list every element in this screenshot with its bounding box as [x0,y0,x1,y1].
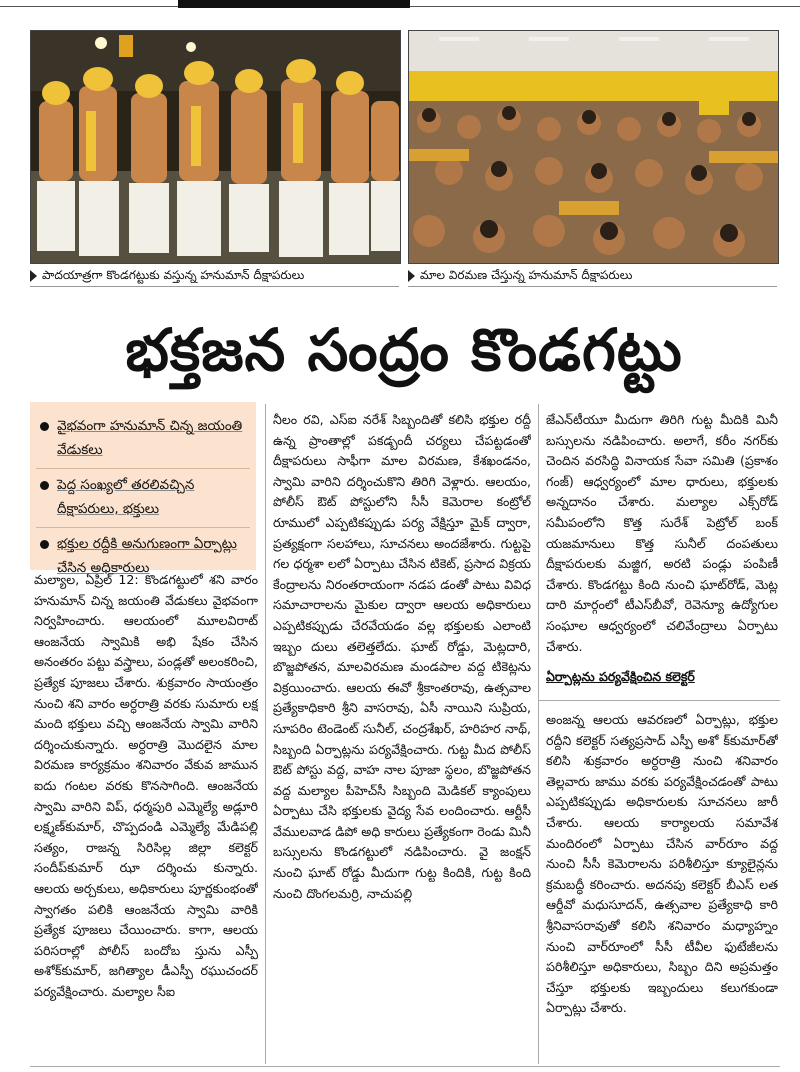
article-column-2: నీలం రవి, ఎస్ఐ నరేశ్ సిబ్బందితో కలిసి భక్తుల రద్దీ ఉన్న ప్రాంతాల్లో పకడ్బందీ చర్యలు చేపట్టడంతో దీక్షాపరులు సాఫీగా మాల విరమణ, కేశఖండనం, స్వామి వారిని దర్శించుకొని తిరిగి వెళ్లారు. ఆలయం, పోలీస్ ఔట్ పోస్టులోని సీసీ కెమెరాల కంట్రోల్ రూములో ఎప్పటికప్పుడు పర్య వేక్షిస్తూ మైక్ ద్వారా, ప్రత్యక్షంగా సలహాలు, సూచనలు అందజేశారు. గుట్టపై గల ధర్మశా లలో ఏర్పాటు చేసిన టికెట్, ప్రసాద విక్రయ కేంద్రాలను నిరంతరాయంగా నడప డంతో పాటు వివిధ సమాచారాలను మైకుల ద్వారా ఆలయ అధికారులు ఎప్పటికప్పుడు చేరవేయడం వల్ల భక్తులకు ఎలాంటి ఇబ్బం దులు తలెత్తలేదు. ఘాట్ రోడ్డు, మెట్లదారి, బొజ్జపోతన, మాలవిరమణ మండపాల వద్ద టికెట్లను విక్రయించారు. ఆలయ ఈవో శ్రీకాంతరావు, ఉత్సవాల ప్రత్యేకాధికారి శ్రీని వాసరావు, ఏసీ నాయిని సుప్రియ, సూపరిం టెండెంట్ సునీల్, చంద్రశేఖర్, హరిహర నాథ్, సిబ్బంది ఏర్పాట్లను పర్యవేక్షించారు. గుట్ట మీద పోలీస్ ఔట్ పోస్టు వద్ద, వాహ నాల పూజా స్థలం, బొజ్జపోతన వద్ద మల్యాల పీహెచ్‌సీ సిబ్బంది మెడికల్ క్యాంపులు ఏర్పాటు చేసి భక్తులకు వైద్య సేవ లందించారు. ఆర్టీసీ వేములవాడ డిపో అధి కారులు ప్రత్యేకంగా రెండు మినీ బస్సులను కొండగట్టులో నడిపించారు. వై జంక్షన్ నుంచి ఘాట్ రోడ్డు మీదుగా గుట్ట కిందికి, గుట్ట కింది నుంచి దొంగలమర్రి, నాచుపల్లి [273,412,531,901]
section-divider [538,700,780,701]
caption-text: మాల విరమణ చేస్తున్న హనుమాన్ దీక్షాపరులు [420,268,633,282]
photo-procession [30,30,401,264]
article-column-3-continued: అంజన్న ఆలయ ఆవరణలో ఏర్పాట్లు, భక్తుల రద్దీని కలెక్టర్ సత్యప్రసాద్ ఎస్పీ అశో క్‌కుమార్‌తో కలిసి శుక్రవారం అర్ధరాత్రి నుంచి శనివారం తెల్లవారు జాము వరకు పర్యవేక్షించడంతో పాటు ఎప్పటికప్పుడు అధికారులకు సూచనలు జారీ చేశారు. ఆలయ కార్యాలయ సమావేశ మందిరంలో ఏర్పాటు చేసిన వార్‌రూం వద్ద నుంచి సీసీ కెమెరాలను పరిశీలిస్తూ క్యూలైన్లను క్రమబద్ధీ కరించారు. అదనపు కలెక్టర్ బీఎస్ లత ఆర్డీవో మధుసూదన్, ఉత్సవాల ప్రత్యేకాధి కారి శ్రీనివాసరావుతో కలిసి శనివారం మధ్యాహ్నం నుంచి వార్‌రూంలో సీసీ టీవీల ఫుటేజీలను పరిశీలిస్తూ అధికారులు, సిబ్బం దిని అప్రమత్తం చేస్తూ భక్తులకు ఇబ్బందులు కలుగకుండా ఏర్పాట్లు చేశారు. [546,712,778,1016]
highlight-text: పెద్ద సంఖ్యలో తరలివచ్చిన దీక్షాపరులు, భక్తులు [57,477,195,517]
article-subheading: ఏర్పాట్లను పర్యవేక్షించిన కలెక్టర్ [546,669,695,684]
photo-mala-viramana [408,30,779,264]
caption-text: పాదయాత్రగా కొండగట్టుకు వస్తున్న హనుమాన్ దీక్షాపరులు [42,268,305,282]
article-headline: భక్తజన సంద్రం కొండగట్టు [125,316,683,384]
article-column-1: మల్యాల, ఏప్రిల్ 12: కొండగట్టులో శని వారం హనుమాన్ చిన్న జయంతి వేడుకలు వైభవంగా నిర్వహించారు. ఆలయంలో మూలవిరాట్ ఆంజనేయ స్వామికి అభి షేకం చేసిన అనంతరం పట్టు వస్త్రాలు, పండ్లతో అలంకరించి, ప్రత్యేక పూజలు చేశారు. శుక్రవారం సాయంత్రం నుంచి శని వారం అర్ధరాత్రి వరకు సుమారు లక్ష మంది భక్తులు వచ్చి ఆంజనేయ స్వామి వారిని దర్శించుకున్నారు. అర్ధరాత్రి మొదలైన మాల విరమణ కార్యక్రమం శనివారం వేకువ జామున ఐదు గంటల వరకు కొనసాగింది. ఆంజనేయ స్వామి వారిని విప్, ధర్మపురి ఎమ్మెల్యే అడ్లూరి లక్ష్మణ్‌కుమార్, చొప్పదండి ఎమ్మెల్యే మేడిపల్లి సత్యం, రాజన్న సిరిసిల్ల జిల్లా కలెక్టర్ సందీప్‌కుమార్ ఝా దర్శించు కున్నారు. ఆలయ అర్చకులు, అధికారులు పూర్ణకుంభంతో స్వాగతం పలికి ఆంజనేయ స్వామి వారికి ప్రత్యేక పూజలు చేయించారు. కాగా, ఆలయ పరిసరాల్లో పోలీస్ బందోబ స్తును ఎస్పీ అశోక్‌కుమార్, జగిత్యాల డీఎస్పీ రఘుచందర్ పర్యవేక్షించారు. మల్యాల సీఐ [34,572,258,999]
top-rule [0,0,800,8]
highlights-box [30,402,256,576]
photo-caption [30,264,399,287]
column-divider [265,404,266,1064]
highlight-text: వైభవంగా హనుమాన్ చిన్న జయంతి వేడుకలు [57,418,243,458]
highlight-item [36,410,250,469]
highlight-text: భక్తుల రద్దీకి అనుగుణంగా ఏర్పాట్లు చేసిన అధికారులు [57,536,237,576]
caption-arrow-icon [30,270,37,282]
article-column-3: జేఎన్‌టీయూ మీదుగా తిరిగి గుట్ట మీదికి మినీ బస్సులను నడిపించారు. అలాగే, కరీం నగర్‌కు చెందిన వరసిద్ధి వినాయక సేవా సమితి (ప్రకాశం గంజ్) ఆధ్వర్యంలో మాల ధారులు, భక్తులకు అన్నదానం చేశారు. మల్యాల ఎక్స్‌రోడ్ సమీపంలోని కొత్త సురేశ్ పెట్రోల్ బంక్ యజమానులు కొత్త సునీల్ దంపతులు దీక్షాపరులకు మజ్జిగ, అరటి పండ్లు పంపిణీ చేశారు. కొండగట్టు కింది నుంచి ఘాట్‌రోడ్, మెట్ల దారి మార్గంలో టీఎస్‌బీవో, రెవెన్యూ ఉద్యోగుల సంఘాల ఆధ్వర్యంలో చలివేంద్రాలు ఏర్పాటు చేశారు. [546,412,778,654]
bottom-rule [30,1066,780,1067]
column-divider [538,404,539,1064]
top-black-bar [178,0,410,8]
bullet-icon [40,540,49,549]
highlight-item [36,469,250,528]
photo-caption [408,264,777,287]
bullet-icon [40,481,49,490]
caption-arrow-icon [408,270,415,282]
bullet-icon [40,422,49,431]
